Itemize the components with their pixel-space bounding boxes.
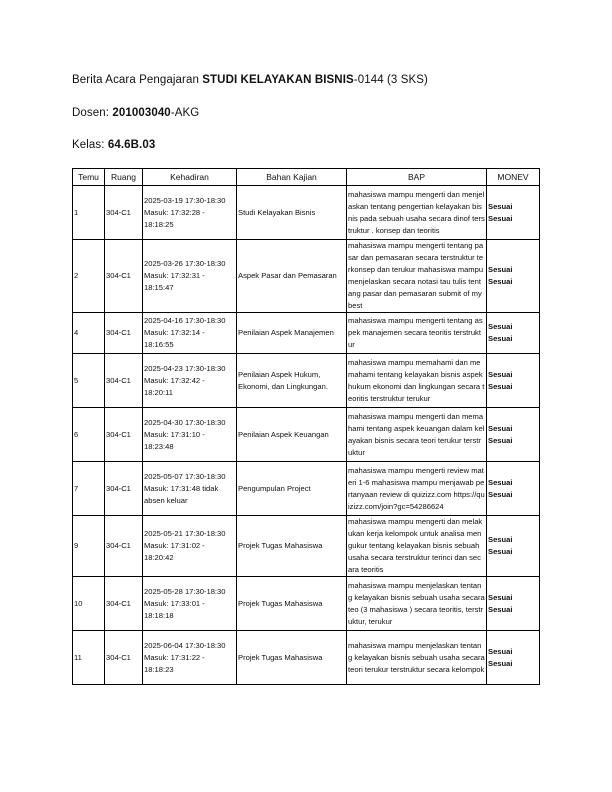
- cell-monev: [487, 186, 540, 240]
- document-title: [72, 74, 428, 86]
- table-row: [73, 516, 540, 577]
- course-name: STUDI KELAYAKAN BISNIS: [202, 74, 354, 86]
- monev-status: Sesuai: [488, 423, 513, 433]
- title-prefix: Berita Acara Pengajaran: [72, 74, 203, 86]
- cell-temu: 11: [73, 631, 105, 685]
- cell-temu: 4: [73, 313, 105, 354]
- lecturer-line: [72, 107, 199, 119]
- cell-ruang: 304-C1: [105, 516, 143, 577]
- monev-status: Sesuai: [488, 604, 513, 614]
- attendance-table: [72, 168, 540, 685]
- cell-kehadiran: 2025-03-26 17:30-18:30 Masuk: 17:32:31 - 18:15:47: [143, 240, 237, 313]
- table-row: [73, 354, 540, 408]
- monev-status: Sesuai: [488, 592, 513, 602]
- class-label: Kelas:: [72, 139, 108, 151]
- cell-bap: mahasiswa mampu mengerti tentang pasar dan pemasaran secara terstruktur terkonsep dan terukur mahasiswa mampu menjelaskan secara notasi tau tulis tentang pasar dan pemasaran submit of my best: [347, 240, 487, 313]
- cell-monev: [487, 354, 540, 408]
- monev-status: Sesuai: [488, 322, 513, 331]
- table-row: [73, 577, 540, 631]
- cell-bahan-kajian: Studi Kelayakan Bisnis: [237, 186, 347, 240]
- class-code: 64.6B.03: [107, 139, 156, 151]
- cell-monev: [487, 577, 540, 631]
- col-header-temu: Temu: [73, 169, 105, 186]
- cell-bap: mahasiswa mampu memahami dan memahami tentang kelayakan bisnis aspek hukum ekonomi dan lingkungan secara teoritis terstruktur terukur: [347, 354, 487, 408]
- table-row: [73, 186, 540, 240]
- cell-monev: [487, 631, 540, 685]
- table-row: [73, 462, 540, 516]
- table-row: [73, 313, 540, 354]
- cell-ruang: 304-C1: [105, 577, 143, 631]
- course-code: -0144 (3 SKS): [353, 74, 428, 86]
- monev-status: Sesuai: [488, 477, 513, 487]
- cell-ruang: 304-C1: [105, 631, 143, 685]
- cell-ruang: 304-C1: [105, 313, 143, 354]
- cell-kehadiran: 2025-03-19 17:30-18:30 Masuk: 17:32:28 - 18:18:25: [143, 186, 237, 240]
- cell-kehadiran: 2025-05-21 17:30-18:30 Masuk: 17:31:02 - 18:20:42: [143, 516, 237, 577]
- cell-kehadiran: 2025-06-04 17:30-18:30 Masuk: 17:31:22 - 18:18:23: [143, 631, 237, 685]
- cell-bap: mahasiswa mampu mengerti dan melakukan kerja kelompok untuk analisa mengukur tentang kelayakan bisnis sebuah usaha secara terstruktur terinci dan secara teoritis: [347, 516, 487, 577]
- cell-temu: 5: [73, 354, 105, 408]
- table-header-row: [73, 169, 540, 186]
- cell-kehadiran: 2025-05-07 17:30-18:30 Masuk: 17:31:48 tidak absen keluar: [143, 462, 237, 516]
- monev-status: Sesuai: [488, 277, 513, 286]
- monev-status: Sesuai: [488, 489, 513, 499]
- monev-status: Sesuai: [488, 201, 513, 211]
- lecturer-label: Dosen:: [72, 107, 113, 119]
- cell-ruang: 304-C1: [105, 462, 143, 516]
- table-row: [73, 631, 540, 685]
- cell-kehadiran: 2025-04-23 17:30-18:30 Masuk: 17:32:42 - 18:20:11: [143, 354, 237, 408]
- cell-monev: [487, 240, 540, 313]
- monev-status: Sesuai: [488, 658, 513, 668]
- table-row: [73, 240, 540, 313]
- cell-bap: mahasiswa mampu mengerti dan memahami tentang aspek keuangan dalam kelayakan bisnis secara teori terukur terstruktur: [347, 408, 487, 462]
- cell-monev: [487, 313, 540, 354]
- cell-monev: [487, 408, 540, 462]
- cell-kehadiran: 2025-04-16 17:30-18:30 Masuk: 17:32:14 - 18:16:55: [143, 313, 237, 354]
- cell-bahan-kajian: Penilaian Aspek Manajemen: [237, 313, 347, 354]
- cell-temu: 6: [73, 408, 105, 462]
- cell-bap: mahasiswa mampu menjelaskan tentang kelayakan bisnis sebuah usaha secara teo (3 mahasiswa ) secara teoritis, terstruktur, terukur: [347, 577, 487, 631]
- cell-ruang: 304-C1: [105, 408, 143, 462]
- lecturer-id: 201003040: [112, 107, 171, 119]
- monev-status: Sesuai: [488, 213, 513, 223]
- cell-bahan-kajian: Penilaian Aspek Keuangan: [237, 408, 347, 462]
- table-row: [73, 408, 540, 462]
- col-header-ruang: Ruang: [105, 169, 143, 186]
- cell-temu: 9: [73, 516, 105, 577]
- monev-status: Sesuai: [488, 435, 513, 445]
- monev-status: Sesuai: [488, 535, 513, 544]
- monev-status: Sesuai: [488, 369, 513, 379]
- cell-monev: [487, 462, 540, 516]
- monev-status: Sesuai: [488, 646, 513, 656]
- cell-ruang: 304-C1: [105, 186, 143, 240]
- cell-temu: 10: [73, 577, 105, 631]
- cell-bahan-kajian: Projek Tugas Mahasiswa: [237, 577, 347, 631]
- class-line: [72, 139, 155, 151]
- lecturer-code: -AKG: [170, 107, 200, 119]
- cell-kehadiran: 2025-04-30 17:30-18:30 Masuk: 17:31:10 - 18:23:48: [143, 408, 237, 462]
- cell-ruang: 304-C1: [105, 240, 143, 313]
- cell-bap: mahasiswa mampu menjelaskan tentang kelayakan bisnis sebuah usaha secara teori terukur terstruktur secara kelompok: [347, 631, 487, 685]
- cell-bahan-kajian: Projek Tugas Mahasiswa: [237, 631, 347, 685]
- cell-bahan-kajian: Penilaian Aspek Hukum, Ekonomi, dan Lingkungan.: [237, 354, 347, 408]
- cell-bahan-kajian: Projek Tugas Mahasiswa: [237, 516, 347, 577]
- monev-status: Sesuai: [488, 547, 513, 556]
- cell-bahan-kajian: Pengumpulan Project: [237, 462, 347, 516]
- cell-bahan-kajian: Aspek Pasar dan Pemasaran: [237, 240, 347, 313]
- cell-kehadiran: 2025-05-28 17:30-18:30 Masuk: 17:33:01 - 18:18:18: [143, 577, 237, 631]
- cell-monev: [487, 516, 540, 577]
- cell-temu: 7: [73, 462, 105, 516]
- monev-status: Sesuai: [488, 265, 513, 274]
- cell-bap: mahasiswa mampu mengerti review materi 1-6 mahasiswa mampu menjawab pertanyaan review di quizizz.com https://quizizz.com/join?gc=54286624: [347, 462, 487, 516]
- col-header-monev: MONEV: [487, 169, 540, 186]
- col-header-bahan-kajian: Bahan Kajian: [237, 169, 347, 186]
- monev-status: Sesuai: [488, 381, 513, 391]
- col-header-bap: BAP: [347, 169, 487, 186]
- cell-bap: mahasiswa mampu mengerti dan menjelaskan tentang pengertian kelayakan bisnis pada sebuah usaha secara dinof terstruktur . konsep dan teoritis: [347, 186, 487, 240]
- monev-status: Sesuai: [488, 334, 513, 343]
- cell-bap: mahasiswa mampu mengerti tentang aspek manajemen secara teoritis terstruktur: [347, 313, 487, 354]
- col-header-kehadiran: Kehadiran: [143, 169, 237, 186]
- cell-temu: 1: [73, 186, 105, 240]
- cell-temu: 2: [73, 240, 105, 313]
- cell-ruang: 304-C1: [105, 354, 143, 408]
